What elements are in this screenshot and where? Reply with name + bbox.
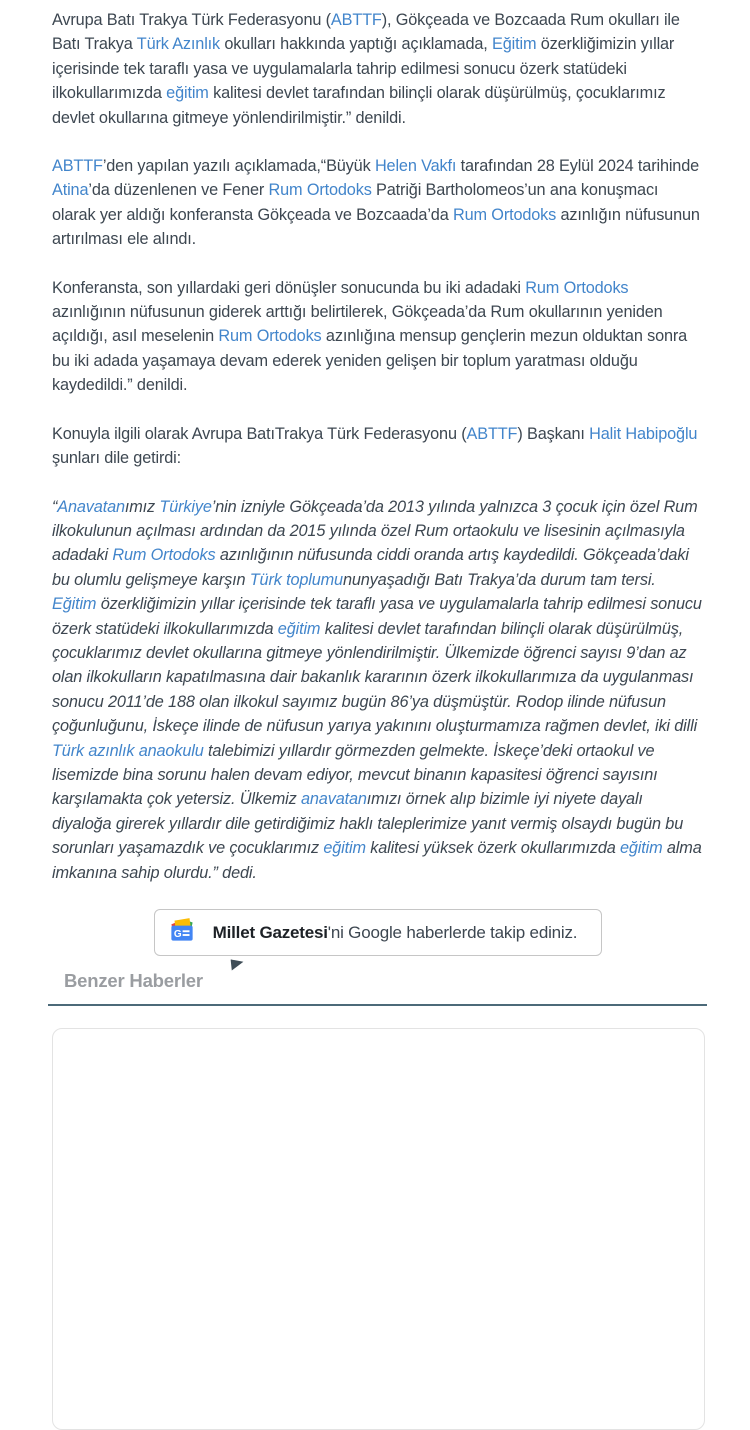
google-news-follow-badge[interactable] xyxy=(154,909,603,956)
google-news-badge-row xyxy=(52,909,704,956)
article-paragraph xyxy=(52,276,704,398)
inline-link[interactable]: Türkiye xyxy=(159,497,212,516)
text-run: nunyaşadığı Batı Trakya’da durum tam tersi. xyxy=(342,570,656,589)
text-run: ’nin izniyle Gökçeada’da 2013 yılında yalnızca 3 çocuk için özel Rum ilkokulunun açılması ardından da 2015 yılında özel Rum ortaokulu ve lisesinin açılmasıyla adadaki xyxy=(52,497,698,565)
article-paragraph xyxy=(52,422,704,471)
inline-link[interactable]: Rum Ortodoks xyxy=(112,546,216,565)
text-run: ’den yapılan yazılı açıklamada,“Büyük xyxy=(102,157,375,176)
inline-link[interactable]: Helen Vakfı xyxy=(374,157,457,176)
article-body xyxy=(52,8,704,885)
text-run: Konferansta, son yıllardaki geri dönüşler sonucunda bu iki adadaki xyxy=(52,278,526,297)
inline-link[interactable]: Rum Ortodoks xyxy=(218,327,322,346)
google-news-badge-text xyxy=(213,923,578,943)
inline-link[interactable]: Atina xyxy=(52,181,89,200)
inline-link[interactable]: eğitim xyxy=(277,619,321,638)
inline-link[interactable]: Türk azınlık anaokulu xyxy=(52,741,204,760)
text-run: ) Başkanı xyxy=(517,424,590,443)
text-run: talebimizi yıllardır görmezden gelmekte. İskeçe’deki ortaokul ve lisemizde bina sorunu halen devam ediyor, mevcut binanın kapasitesi öğrenci sayısını karşılamakta çok yetersiz. Ülkemiz xyxy=(52,741,658,809)
inline-link[interactable]: Türk Azınlık xyxy=(136,35,221,54)
text-run: ımızı örnek alıp bizimle iyi niyete dayalı diyaloğa girerek yıllardır dile getirdiğimiz haklı taleplerimize yanıt vermiş olsaydı bugün bu sorunları yaşamazdık ve çocuklarımız xyxy=(52,790,684,858)
inline-link[interactable]: Eğitim xyxy=(52,595,97,614)
inline-link[interactable]: ABTTF xyxy=(330,11,382,29)
article-paragraph xyxy=(52,154,704,252)
text-run: Konuyla ilgili olarak Avrupa BatıTrakya Türk Federasyonu ( xyxy=(52,424,467,443)
cursor-triangle-icon xyxy=(229,959,243,971)
text-run: kalitesi yüksek özerk okullarımızda xyxy=(365,839,620,858)
text-run: tarafından 28 Eylül 2024 tarihinde xyxy=(456,157,700,176)
text-run: alma imkanına sahip olurdu.” dedi. xyxy=(52,839,702,882)
text-run: özerkliğimizin yıllar içerisinde tek taraflı yasa ve uygulamalarla tahrip edilmesi sonucu özerk statüdeki ilkokullarımızda xyxy=(52,595,702,638)
quote-paragraph xyxy=(52,495,704,886)
text-run: “ xyxy=(52,497,58,516)
text-run: ), Gökçeada ve Bozcaada Rum okulları ile Batı Trakya xyxy=(52,11,680,54)
text-run: Patriği Bartholomeos’un ana konuşmacı olarak yer aldığı konferansta Gökçeada ve Bozcaada’da xyxy=(52,181,659,224)
inline-link[interactable]: Rum Ortodoks xyxy=(453,205,557,224)
inline-link[interactable]: eğitim xyxy=(323,839,366,858)
google-news-icon xyxy=(167,915,197,950)
text-run: şunları dile getirdi: xyxy=(52,449,181,468)
text-run: ’da düzenlenen ve Fener xyxy=(88,181,269,200)
inline-link[interactable]: anavatan xyxy=(300,790,367,809)
text-run: azınlığının nüfusunun giderek arttığı belirtilerek, Gökçeada’da Rum okullarının yeniden açıldığı, asıl meselenin xyxy=(52,303,663,346)
similar-news-heading: Benzer Haberler xyxy=(64,970,203,991)
inline-link[interactable]: Türk toplumu xyxy=(249,570,343,589)
text-run: azınlığın nüfusunun artırılması ele alındı. xyxy=(52,205,700,249)
svg-text:G: G xyxy=(173,928,182,940)
text-run: okulları hakkında yaptığı açıklamada, xyxy=(220,35,493,54)
badge-brand-name: Millet Gazetesi xyxy=(212,922,328,942)
similar-news-header xyxy=(64,970,704,996)
inline-link[interactable]: ABTTF xyxy=(52,157,103,176)
inline-link[interactable]: Halit Habipoğlu xyxy=(589,424,698,443)
badge-follow-text: 'ni Google haberlerde takip ediniz. xyxy=(327,922,578,942)
inline-link[interactable]: ABTTF xyxy=(466,424,518,443)
similar-news-placeholder-box xyxy=(52,1028,705,1430)
inline-link[interactable]: eğitim xyxy=(166,84,209,103)
text-run: kalitesi devlet tarafından bilinçli olarak düşürülmüş, çocuklarımız devlet okullarına gitmeye yönlendirilmiştir.” denildi. xyxy=(52,84,666,127)
text-run: azınlığına mensup gençlerin mezun olduktan sonra bu iki adada yaşamaya devam ederek yeniden gelişen bir toplum yaratması olduğu kaydedildi.” denildi. xyxy=(52,327,688,395)
text-run: özerkliğimizin yıllar içerisinde tek taraflı yasa ve uygulamalarla tahrip edilmesi sonucu özerk statüdeki ilkokullarımızda xyxy=(52,35,675,103)
inline-link[interactable]: Eğitim xyxy=(492,35,537,54)
inline-link[interactable]: Anavatan xyxy=(57,497,125,516)
text-run: kalitesi devlet tarafından bilinçli olarak düşürülmüş, çocuklarımız devlet okullarına gitmeye yönlendirilmiştir. Ülkemizde öğrenci sayısı 9’dan az olan ilkokulların kapatılmasına dair bakanlık kararının özerk ilkokullarımıza da uygulanması sonucu 2011’de 188 olan ilkokul sayımız bugün 86’ya düşmüştür. Rodop ilinde nüfusun çoğunluğunu, İskeçe ilinde de nüfusun yarıya yakınını oluşturmamıza rağmen devlet, iki dilli xyxy=(52,619,698,736)
text-run: azınlığının nüfusunda ciddi oranda artış kaydedildi. Gökçeada’daki bu olumlu gelişmeye karşın xyxy=(52,546,689,589)
inline-link[interactable]: eğitim xyxy=(620,839,663,858)
inline-link[interactable]: Rum Ortodoks xyxy=(268,181,372,200)
text-run: Avrupa Batı Trakya Türk Federasyonu ( xyxy=(52,11,331,29)
section-divider xyxy=(48,1004,707,1006)
text-run: ımız xyxy=(124,497,160,516)
inline-link[interactable]: Rum Ortodoks xyxy=(525,278,629,297)
article-paragraph xyxy=(52,8,704,130)
